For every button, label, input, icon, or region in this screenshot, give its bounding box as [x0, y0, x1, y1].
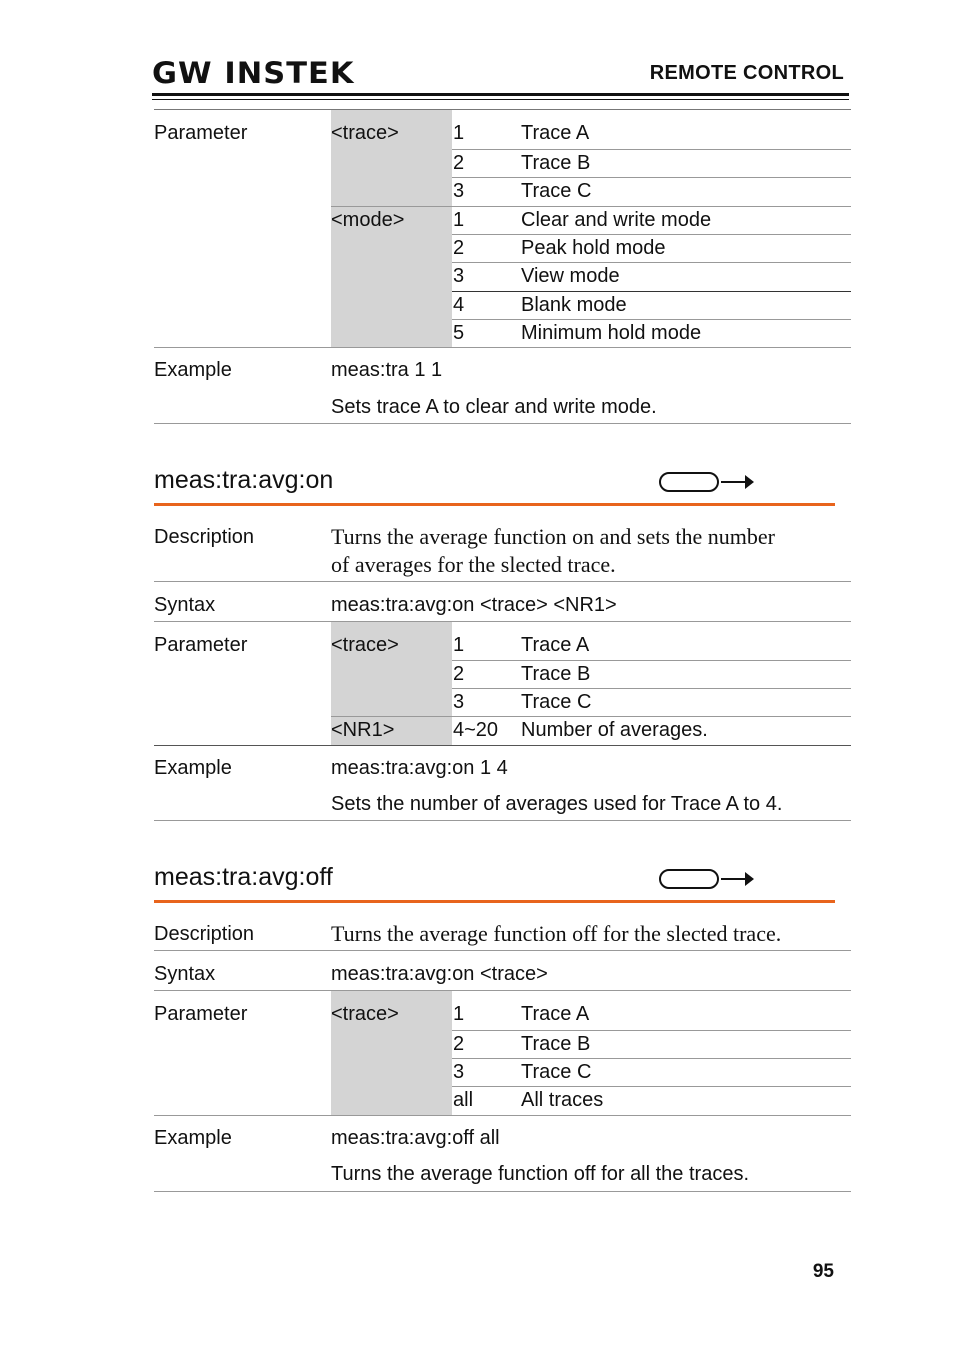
- divider: [154, 581, 851, 582]
- mode-desc: Blank mode: [521, 294, 627, 316]
- section-title: REMOTE CONTROL: [649, 62, 844, 84]
- trace-num: 2: [453, 1033, 465, 1055]
- syntax-label: Syntax: [154, 594, 216, 616]
- mode-desc: Peak hold mode: [521, 237, 666, 259]
- divider: [331, 206, 851, 207]
- description-label: Description: [154, 923, 255, 945]
- example-description: Turns the average function off for all the traces.: [331, 1163, 750, 1185]
- nr1-range: 4~20: [453, 719, 499, 741]
- syntax: meas:tra:avg:on <trace> <NR1>: [331, 594, 617, 616]
- mode-param: <mode>: [331, 209, 405, 231]
- trace-num: all: [453, 1089, 474, 1111]
- trace-desc: Trace B: [521, 152, 591, 174]
- header-rule: [152, 93, 849, 96]
- trace-param: <trace>: [331, 634, 399, 656]
- trace-desc: Trace A: [521, 1003, 590, 1025]
- parameter-label: Parameter: [154, 122, 248, 144]
- trace-desc: Trace B: [521, 663, 591, 685]
- example-command: meas:tra:avg:off all: [331, 1127, 500, 1149]
- divider: [154, 621, 851, 622]
- description: Turns the average function off for the slected trace.: [331, 921, 782, 946]
- trace-num: 3: [453, 691, 465, 713]
- divider: [452, 1058, 851, 1059]
- example-description: Sets trace A to clear and write mode.: [331, 396, 657, 418]
- divider: [452, 319, 851, 320]
- trace-desc: Trace B: [521, 1033, 591, 1055]
- command-title: meas:tra:avg:on: [154, 466, 334, 494]
- mode-num: 4: [453, 294, 465, 316]
- nr1-desc: Number of averages.: [521, 719, 708, 741]
- example-label: Example: [154, 1127, 232, 1149]
- trace-desc: Trace C: [521, 1061, 592, 1083]
- trace-num: 1: [453, 634, 465, 656]
- nr1-param: <NR1>: [331, 719, 395, 741]
- example-label: Example: [154, 359, 232, 381]
- example-command: meas:tra:avg:on 1 4: [331, 757, 508, 779]
- trace-num: 1: [453, 1003, 465, 1025]
- divider: [154, 745, 851, 746]
- mode-num: 2: [453, 237, 465, 259]
- mode-desc: Minimum hold mode: [521, 322, 702, 344]
- divider: [154, 820, 851, 821]
- description-line-1: Turns the average function on and sets the number: [331, 524, 775, 549]
- divider: [452, 688, 851, 689]
- title-underline: [154, 503, 835, 506]
- mode-num: 5: [453, 322, 465, 344]
- gw-instek-logo: GW INSTEK: [152, 56, 355, 90]
- trace-param: <trace>: [331, 1003, 399, 1025]
- divider: [331, 716, 851, 717]
- set-command-icon: [659, 470, 759, 496]
- mode-desc: View mode: [521, 265, 620, 287]
- trace-desc: Trace A: [521, 122, 590, 144]
- title-underline: [154, 900, 835, 903]
- divider: [154, 990, 851, 991]
- divider: [452, 234, 851, 235]
- divider: [452, 262, 851, 263]
- trace-num: 1: [453, 122, 465, 144]
- syntax: meas:tra:avg:on <trace>: [331, 963, 548, 985]
- divider: [154, 950, 851, 951]
- trace-desc: Trace C: [521, 691, 592, 713]
- page-number: 95: [812, 1261, 834, 1282]
- syntax-label: Syntax: [154, 963, 216, 985]
- trace-desc: Trace A: [521, 634, 590, 656]
- set-command-icon: [659, 867, 759, 893]
- mode-desc: Clear and write mode: [521, 209, 712, 231]
- example-label: Example: [154, 757, 232, 779]
- divider: [154, 347, 851, 348]
- trace-num: 2: [453, 663, 465, 685]
- trace-num: 3: [453, 1061, 465, 1083]
- divider: [452, 177, 851, 178]
- trace-desc: Trace C: [521, 180, 592, 202]
- page-header: [152, 52, 850, 98]
- mode-num: 3: [453, 265, 465, 287]
- example-description: Sets the number of averages used for Trace A to 4.: [331, 793, 783, 815]
- divider: [154, 1191, 851, 1192]
- trace-desc: All traces: [521, 1089, 604, 1111]
- command-title: meas:tra:avg:off: [154, 863, 333, 891]
- divider: [452, 1030, 851, 1031]
- divider: [452, 149, 851, 150]
- divider: [452, 1086, 851, 1087]
- divider: [154, 423, 851, 424]
- example-command: meas:tra 1 1: [331, 359, 443, 381]
- parameter-label: Parameter: [154, 634, 248, 656]
- divider: [452, 291, 851, 292]
- mode-num: 1: [453, 209, 465, 231]
- trace-param: <trace>: [331, 122, 399, 144]
- description-label: Description: [154, 526, 255, 548]
- divider: [154, 109, 851, 110]
- divider: [154, 1115, 851, 1116]
- trace-num: 2: [453, 152, 465, 174]
- parameter-label: Parameter: [154, 1003, 248, 1025]
- description-line-2: of averages for the slected trace.: [331, 552, 616, 577]
- header-rule-thin: [152, 99, 849, 100]
- trace-num: 3: [453, 180, 465, 202]
- divider: [452, 660, 851, 661]
